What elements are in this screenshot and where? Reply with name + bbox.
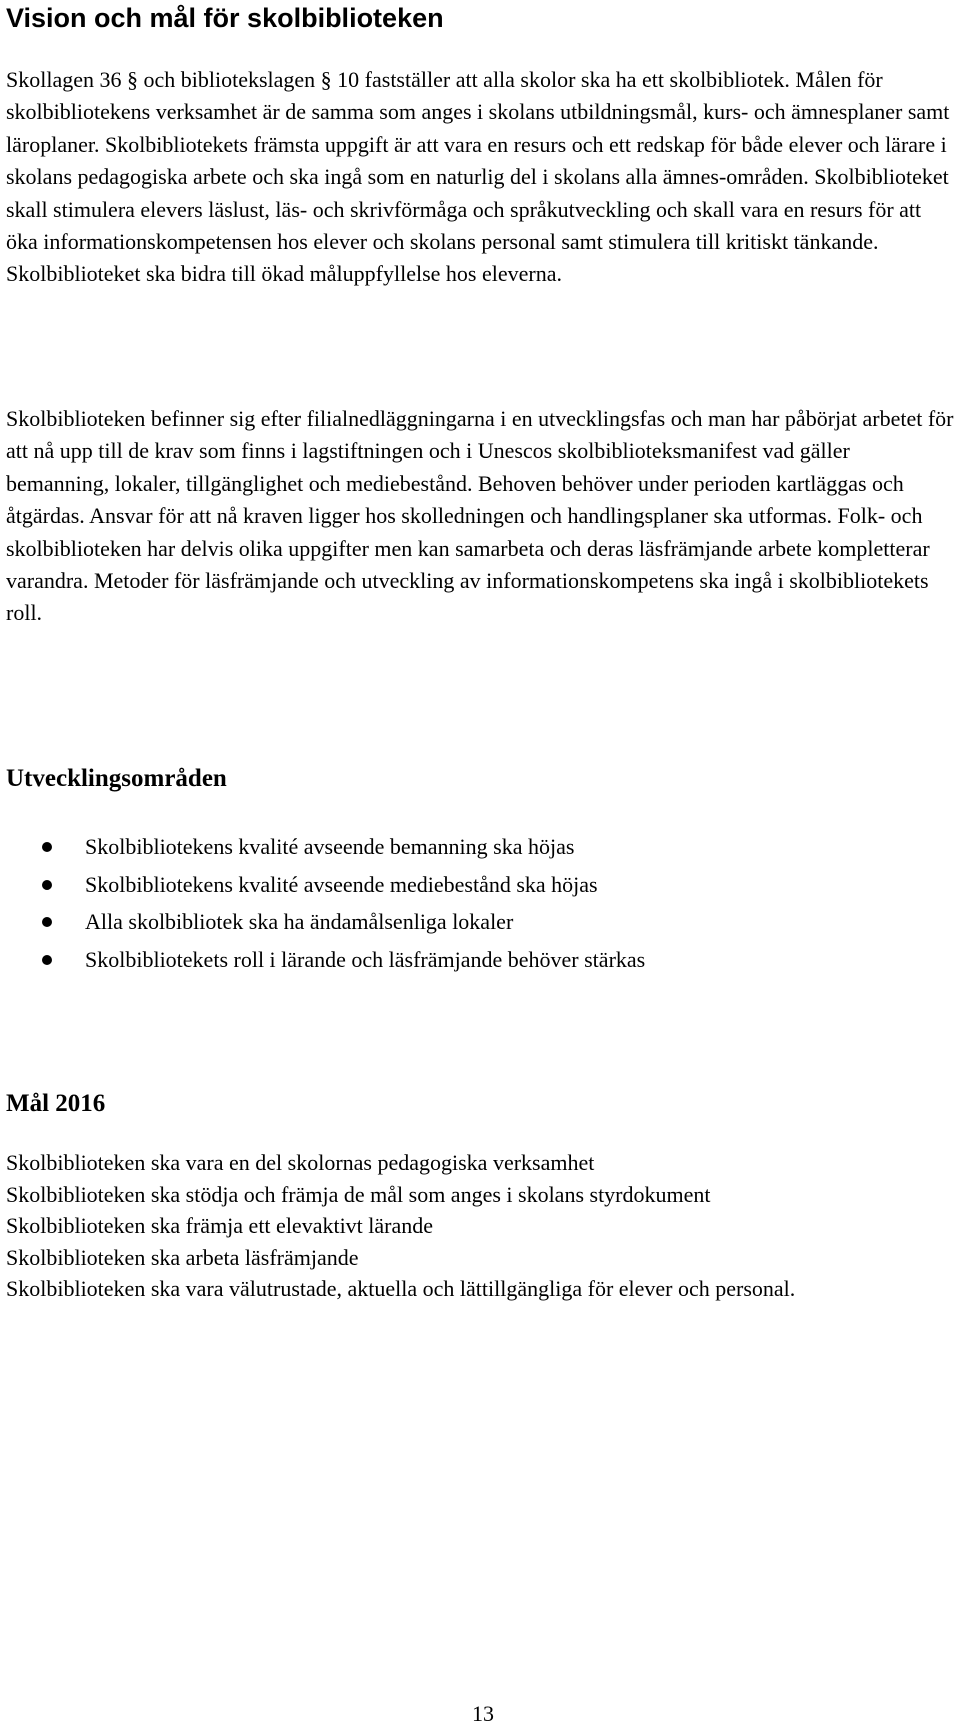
- paragraph-development-phase: Skolbiblioteken befinner sig efter filialnedläggningarna i en utvecklingsfas och man har påbörjat arbetet för att nå upp till de krav som finns i lagstiftningen och i Unescos skolbiblioteksmanifest vad gäller bemanning, lokaler, tillgänglighet och mediebestånd. Behoven behöver under perioden kartläggas och åtgärdas. Ansvar för att nå kraven ligger hos skolledningen och handlingsplaner ska utformas. Folk- och skolbiblioteken har delvis olika uppgifter men kan samarbeta och deras läsfrämjande arbete kompletterar varandra. Metoder för läsfrämjande och utveckling av informationskompetens ska ingå i skolbibliotekets roll.: [6, 406, 954, 626]
- list-item: [0, 941, 960, 979]
- goal-item: Skolbiblioteken ska vara en del skolornas pedagogiska verksamhet: [6, 1150, 595, 1175]
- bullet-icon: [42, 880, 52, 890]
- goal-item: Skolbiblioteken ska arbeta läsfrämjande: [6, 1244, 359, 1270]
- list-item-text: Skolbibliotekets roll i lärande och läsfrämjande behöver stärkas: [85, 946, 646, 972]
- page-title: Vision och mål för skolbiblioteken: [6, 3, 444, 33]
- list-item-text: Alla skolbibliotek ska ha ändamålsenliga lokaler: [85, 909, 514, 934]
- development-list: [0, 828, 960, 978]
- page-number-container: [0, 1700, 960, 1728]
- list-item: [0, 903, 960, 941]
- page-number: 13: [472, 1701, 494, 1726]
- list-item-text: Skolbibliotekens kvalité avseende bemanning ska höjas: [85, 834, 575, 859]
- goals-heading: Mål 2016: [6, 1090, 106, 1117]
- bullet-icon: [42, 955, 52, 965]
- goal-item: Skolbiblioteken ska främja ett elevaktivt lärande: [6, 1213, 434, 1238]
- bullet-icon: [42, 917, 52, 927]
- list-item: [0, 828, 960, 866]
- bullet-icon: [42, 842, 52, 852]
- development-heading: Utvecklingsområden: [6, 765, 227, 792]
- goal-item: Skolbiblioteken ska stödja och främja de mål som anges i skolans styrdokument: [6, 1181, 711, 1207]
- paragraph-vision: Skollagen 36 § och bibliotekslagen § 10 fastställer att alla skolor ska ha ett skolbibliotek. Målen för skolbibliotekens verksamhet är de samma som anges i skolans utbildningsmål, kurs- och ämnesplaner samt läroplaner. Skolbibliotekets främsta uppgift är att vara en resurs och ett redskap för både elever och lärare i skolans pedagogiska arbete och ska ingå som en naturlig del i skolans alla ämnes-områden. Skolbiblioteket skall stimulera elevers läslust, läs- och skrivförmåga och språkutveckling och skall vara en resurs för att öka informationskompetensen hos elever och skolans personal samt stimulera till kritiskt tänkande. Skolbiblioteket ska bidra till ökad måluppfyllelse hos eleverna.: [6, 67, 950, 287]
- goals-list: [6, 1147, 954, 1305]
- list-item-text: Skolbibliotekens kvalité avseende mediebestånd ska höjas: [85, 871, 598, 897]
- goal-item: Skolbiblioteken ska vara välutrustade, aktuella och lättillgängliga för elever och personal.: [6, 1276, 796, 1301]
- list-item: [0, 866, 960, 904]
